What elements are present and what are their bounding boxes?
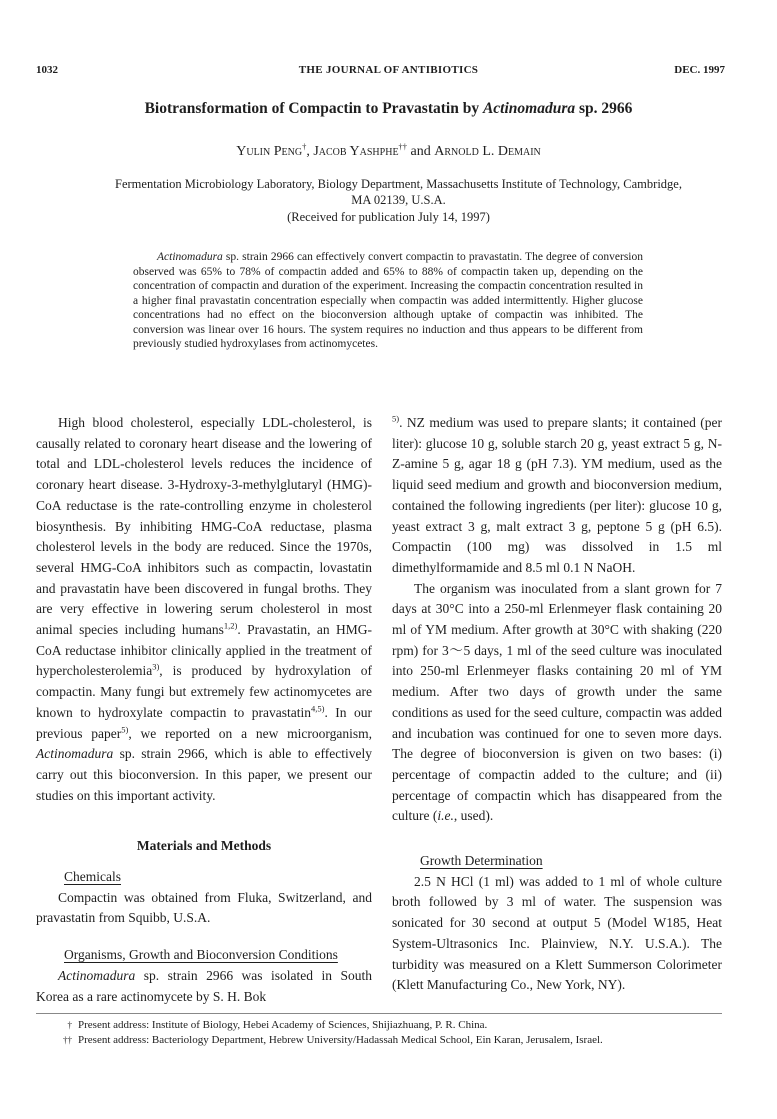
chemicals-paragraph: Compactin was obtained from Fluka, Switzerland, and pravastatin from Squibb, U.S.A. <box>36 889 372 926</box>
page-number: 1032 <box>36 64 58 76</box>
title-italic: Actinomadura <box>482 100 576 117</box>
growth-heading: Growth Determination <box>420 853 543 869</box>
abstract <box>133 250 643 352</box>
footnote-text: Present address: Institute of Biology, Hebei Academy of Sciences, Shijiazhuang, P. R. China. <box>78 1019 488 1031</box>
abstract-italic: Actinomadura <box>157 251 223 263</box>
growth-paragraph: 2.5 N HCl (1 ml) was added to 1 ml of whole culture broth followed by 3 ml of water. The suspension was sonicated for 30 second at output 5 (Model W185, Heat System-Ultrasonics Inc. Plainview, N.Y. U.S.A.). The turbidity was measured on a Klett Summerson Colorimeter (Klett Manufacturing Co., New York, NY). <box>392 873 722 993</box>
footnote-2 <box>50 1033 603 1048</box>
citation: 3) <box>152 661 160 672</box>
author-2-mark: †† <box>398 141 408 152</box>
title-main: Biotransformation of Compactin to Pravastatin by <box>144 100 483 117</box>
affiliation: Fermentation Microbiology Laboratory, Biology Department, Massachusetts Institute of Technology, Cambridge, MA 02139, U.S.A. <box>115 177 682 207</box>
journal-name: THE JOURNAL OF ANTIBIOTICS <box>298 64 479 76</box>
organisms-heading: Organisms, Growth and Bioconversion Conditions <box>64 947 338 963</box>
footnote-mark: †† <box>63 1034 72 1045</box>
intro-text-3: , is produced by hydroxylation of compactin. Many fungi but extremely few actinomycetes are known to hydroxylate compactin to pravastatin <box>36 663 372 720</box>
author-sep-2: and <box>407 144 435 159</box>
author-3: Arnold L. Demain <box>434 144 541 159</box>
abstract-text: sp. strain 2966 can effectively convert compactin to pravastatin. The degree of conversion observed was 65% to 78% of compactin added and 65% to 88% of compactin taken up, depending on the concentration of compactin and duration of the experiment. Increasing the compactin concentration resulted in a higher final pravastatin concentration especially when compactin was added intermittently. Higher glucose concentrations had no effect on the bioconversion although uptake of compactin was inhibited. The conversion was linear over 16 hours. The system requires no induction and thus appears to be different from previously studied hydroxylases from actinomycetes. <box>133 251 643 350</box>
footnote-mark: † <box>67 1020 72 1030</box>
citation: 1,2) <box>223 620 238 631</box>
intro-text-4: . In our previous paper <box>36 704 373 741</box>
organisms-text: sp. strain 2966 was isolated in South Korea as a rare actinomycete by S. H. Bok <box>36 967 372 1004</box>
received-date: (Received for publication July 14, 1997) <box>287 210 490 224</box>
author-list <box>0 141 777 160</box>
intro-text-2: . Pravastatin, an HMG-CoA reductase inhibitor clinically applied in the treatment of hypercholesterolemia <box>36 622 372 679</box>
body-column-left <box>36 413 372 1007</box>
body-column-right <box>392 413 722 996</box>
author-sep-1: , <box>306 144 314 159</box>
intro-text-6: sp. strain 2966, which is able to effectively carry out this bioconversion. In this paper, we present our studies on this important activity. <box>36 746 372 803</box>
organisms-italic: Actinomadura <box>58 967 136 983</box>
materials-methods-heading: Materials and Methods <box>136 838 272 854</box>
author-1-mark: † <box>302 141 307 152</box>
intro-text-5: , we reported on a new microorganism, <box>128 725 372 741</box>
organisms-paragraph-2 <box>392 579 722 827</box>
citation: 5) <box>121 724 129 735</box>
organisms-text-2: . NZ medium was used to prepare slants; it contained (per liter): glucose 10 g, soluble starch 20 g, yeast extract 5 g, N-Z-amine 5 g, agar 18 g (pH 7.3). YM medium, used as the liquid seed medium and growth and bioconversion medium, contained the following ingredients (per liter): glucose 10 g, yeast extract 3 g, malt extract 3 g, peptone 5 g (pH 6.5). Compactin (100 mg) was dissolved in 1.5 ml dimethylformamide and 8.5 ml 0.1 N NaOH. <box>392 415 722 575</box>
footnotes <box>50 1018 603 1047</box>
title-end: sp. 2966 <box>575 100 633 117</box>
intro-paragraph <box>36 413 372 806</box>
footnote-text: Present address: Bacteriology Department, Hebrew University/Hadassah Medical School, Ein Karan, Jerusalem, Israel. <box>78 1033 603 1046</box>
citation: 5) <box>392 413 400 424</box>
article-title <box>0 100 777 118</box>
organisms-paragraph <box>36 966 372 1007</box>
intro-text-1: High blood cholesterol, especially LDL-cholesterol, is causally related to coronary heart disease and the lowering of total and LDL-cholesterol levels reduces the incidence of coronary heart disease. 3-Hydroxy-3-methylglutaryl (HMG)-CoA reductase is the rate-controlling enzyme in cholesterol biosynthesis. By inhibiting HMG-CoA reductase, plasma cholesterol levels in the body are reduced. Since the 1970s, several HMG-CoA inhibitors such as compactin, lovastatin and pravastatin have been discovered in fungal broths. They are very effective in lowering serum cholesterol in most animal species including humans <box>36 415 372 638</box>
organisms-paragraph-cont <box>392 413 722 579</box>
organisms-p2-text-b: , used). <box>453 808 494 824</box>
footnote-1 <box>50 1018 603 1033</box>
organisms-p2-text-a: The organism was inoculated from a slant grown for 7 days at 30°C into a 250-ml Erlenmeyer flask containing 20 ml of YM medium. After growth at 30°C with shaking (220 rpm) for 3～5 days, 1 ml of the seed culture was inoculated into 250-ml Erlenmeyer flasks containing 20 ml of YM medium. After two days of growth under the same conditions as used for the seed culture, compactin was added and incubation was continued for one to seven more days. The degree of bioconversion is given on two bases: (i) percentage of compactin added to the culture; and (ii) percentage of compactin which has disappeared from the culture ( <box>392 580 722 824</box>
organisms-p2-italic: i.e. <box>437 808 454 824</box>
issue-date: DEC. 1997 <box>674 64 725 76</box>
chemicals-heading: Chemicals <box>64 869 121 885</box>
citation: 4,5) <box>311 703 325 714</box>
author-1: Yulin Peng <box>236 144 303 159</box>
intro-italic: Actinomadura <box>36 746 114 762</box>
author-2: Jacob Yashphe <box>313 144 399 159</box>
footnote-divider <box>36 1013 722 1014</box>
